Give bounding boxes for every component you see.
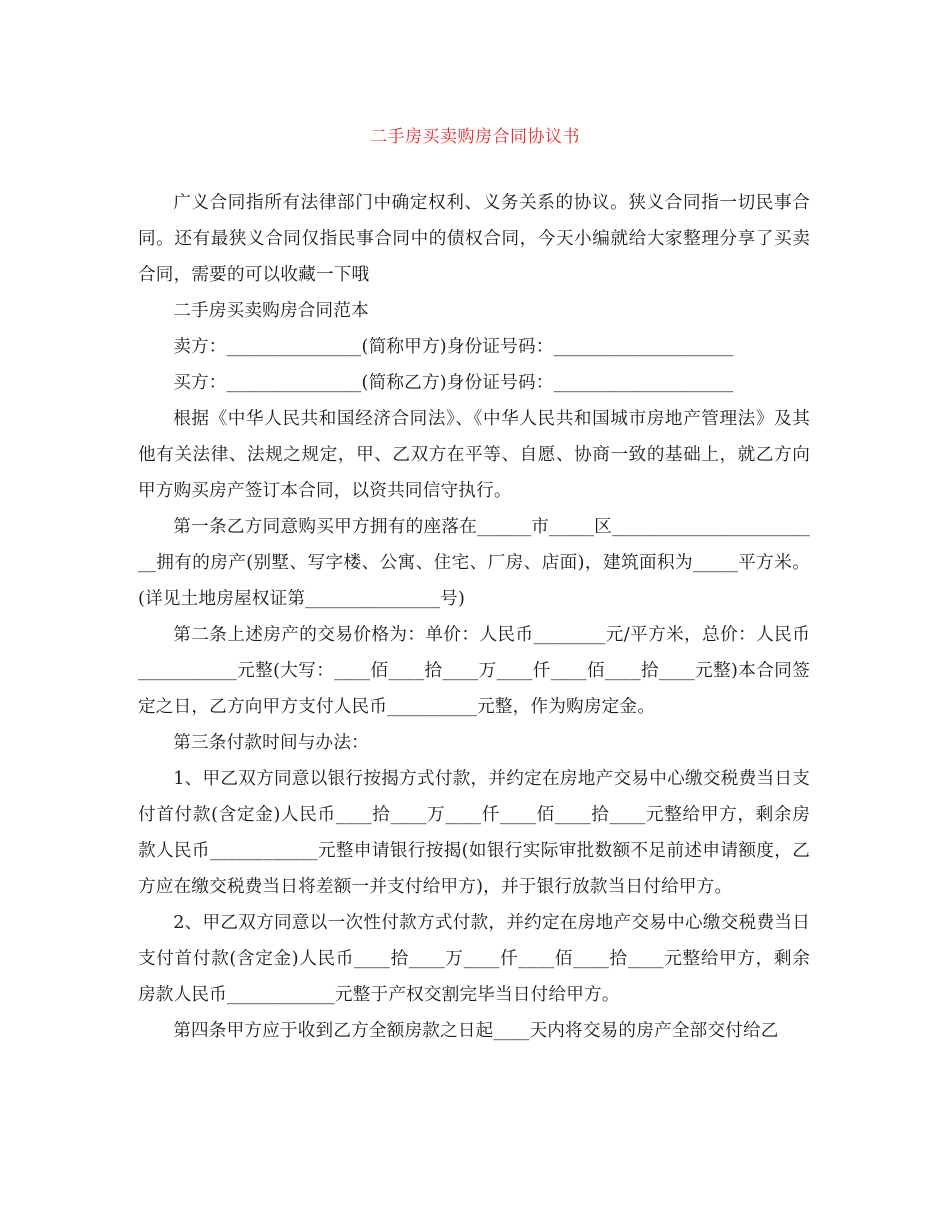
payment-option-2: 2、甲乙双方同意以一次性付款方式付款，并约定在房地产交易中心缴交税费当日支付首付款(含定金)人民币____拾____万____仟____佰____拾____元整给甲方，剩余房款人民币____________元整于产权交割完毕当日付给甲方。 [138,913,810,1005]
article-3-heading: 第三条付款时间与办法： [173,733,369,753]
article-1-paragraph: 第一条乙方同意购买甲方拥有的座落在______市_____区________________________拥有的房产(别墅、写字楼、公寓、住宅、厂房、店面)，建筑面积为_____平方米。(详见土地房屋权证第_______________号) [138,517,810,609]
legal-basis-paragraph: 根据《中华人民共和国经济合同法》、《中华人民共和国城市房地产管理法》及其他有关法律、法规之规定，甲、乙双方在平等、自愿、协商一致的基础上，就乙方向甲方购买房产签订本合同，以资共同信守执行。 [138,409,810,501]
document-title: 二手房买卖购房合同协议书 [370,127,580,147]
document-body [138,185,810,1049]
seller-line: 卖方：_______________(简称甲方)身份证号码：____________________ [173,337,734,357]
article-2-paragraph: 第二条上述房产的交易价格为：单价：人民币________元/平方米，总价：人民币___________元整(大写：____佰____拾____万____仟____佰____拾____元整)本合同签定之日，乙方向甲方支付人民币__________元整，作为购房定金。 [138,625,810,717]
intro-paragraph: 广义合同指所有法律部门中确定权利、义务关系的协议。狭义合同指一切民事合同。还有最狭义合同仅指民事合同中的债权合同，今天小编就给大家整理分享了买卖合同，需要的可以收藏一下哦 [138,193,810,285]
payment-option-1: 1、甲乙双方同意以银行按揭方式付款，并约定在房地产交易中心缴交税费当日支付首付款(含定金)人民币____拾____万____仟____佰____拾____元整给甲方，剩余房款人民币____________元整申请银行按揭(如银行实际审批数额不足前述申请额度，乙方应在缴交税费当日将差额一并支付给甲方)，并于银行放款当日付给甲方。 [138,769,810,897]
section-heading: 二手房买卖购房合同范本 [173,301,369,321]
article-4-paragraph: 第四条甲方应于收到乙方全额房款之日起____天内将交易的房产全部交付给乙 [173,1021,779,1041]
buyer-line: 买方：_______________(简称乙方)身份证号码：____________________ [173,373,734,393]
